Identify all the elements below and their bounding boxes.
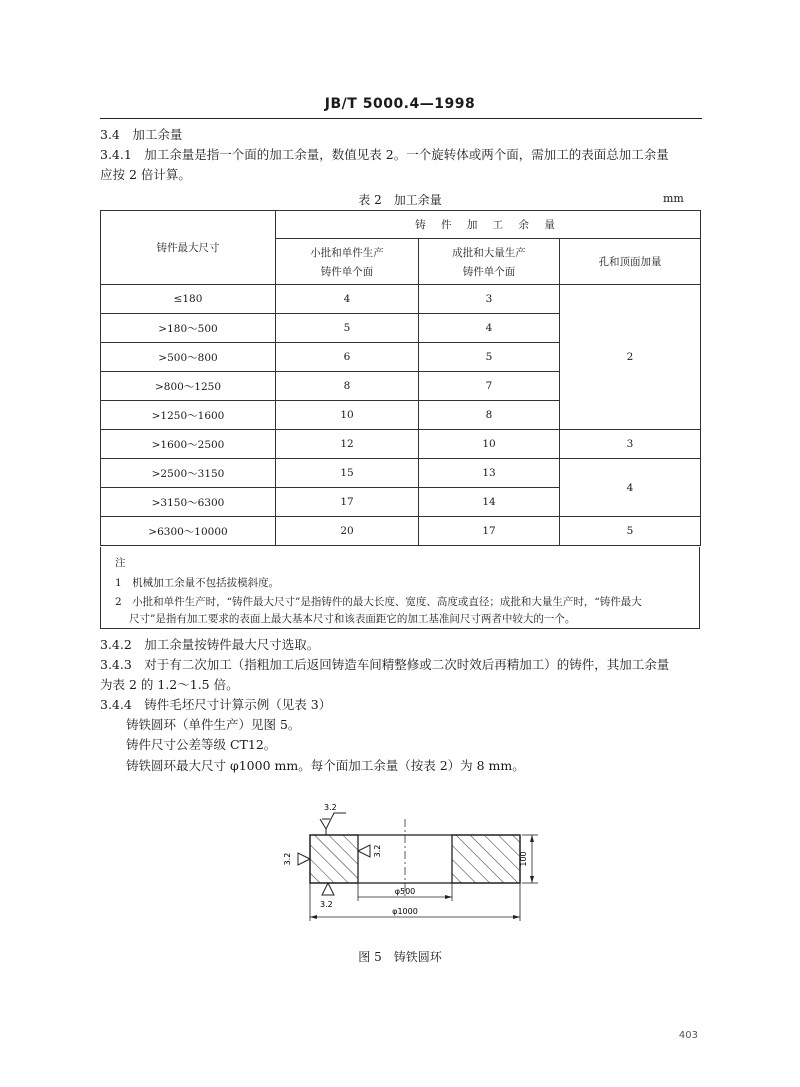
figure-5-caption: 图 5 铸铁圆环 <box>358 950 442 964</box>
section-3-4-3-line1: 3.4.3 对于有二次加工（指粗加工后返回铸造车间精整修或二次时效后再精加工）的铸件，其加工余量 <box>100 657 670 672</box>
figure-5-drawing <box>260 795 560 945</box>
example-line-2: 铸件尺寸公差等级 CT12。 <box>126 737 277 752</box>
hole-value-cell: 3 <box>560 430 701 459</box>
table-2-caption: 表 2 加工余量 <box>358 193 442 207</box>
roughness-left-label: 3.2 <box>283 852 292 866</box>
ring-left-wall <box>310 835 358 883</box>
section-3-4-1-line2: 应按 2 倍计算。 <box>100 167 191 182</box>
table-2 <box>100 210 701 546</box>
table-row: >6300～10000 20 17 5 <box>101 517 701 546</box>
roughness-top-icon <box>320 813 346 829</box>
note-1: 1 机械加工余量不包括拔模斜度。 <box>115 577 280 589</box>
hole-value-cell: 4 <box>560 459 701 517</box>
roughness-top-label: 3.2 <box>324 803 337 812</box>
note-2-line2: 尺寸”是指有加工要求的表面上最大基本尺寸和该表面距它的加工基准间尺寸两者中较大的一个。 <box>129 613 576 625</box>
header-cell-hole: 孔和顶面加量 <box>560 239 701 285</box>
header-cell-small: 小批和单件生产 铸件单个面 <box>276 239 419 285</box>
hole-value-cell: 2 <box>560 285 701 430</box>
header-rule <box>100 118 702 119</box>
section-3-4-3-line2: 为表 2 的 1.2～1.5 倍。 <box>100 677 239 692</box>
header-cell-group: 铸 件 加 工 余 量 <box>276 211 701 239</box>
example-line-1: 铸铁圆环（单件生产）见图 5。 <box>126 717 301 732</box>
section-3-4-2: 3.4.2 加工余量按铸件最大尺寸选取。 <box>100 637 320 652</box>
ring-right-wall <box>452 835 520 883</box>
table-2-notes <box>100 547 700 629</box>
roughness-inner-label: 3.2 <box>373 844 382 858</box>
table-row: >3150～6300 17 14 <box>101 488 701 517</box>
outer-diameter-label: φ1000 <box>392 907 418 916</box>
section-3-4-heading: 3.4 加工余量 <box>100 127 183 142</box>
roughness-left-icon <box>298 853 310 865</box>
table-row: >180～500 5 4 <box>101 314 701 343</box>
roughness-inner-icon <box>358 845 370 857</box>
note-2-line1: 2 小批和单件生产时，“铸件最大尺寸”是指铸件的最大长度、宽度、高度或直径；成批和大量生产时，“铸件最大 <box>115 596 642 608</box>
inner-diameter-label: φ500 <box>394 887 416 896</box>
header-cell-size: 铸件最大尺寸 <box>101 211 276 285</box>
standard-header: JB/T 5000.4—1998 <box>324 96 476 112</box>
roughness-bottom-label: 3.2 <box>320 900 333 909</box>
table-row: >1600～2500 12 10 3 <box>101 430 701 459</box>
table-2-unit: mm <box>663 192 684 205</box>
example-line-3: 铸铁圆环最大尺寸 φ1000 mm。每个面加工余量（按表 2）为 8 mm。 <box>126 758 525 773</box>
height-dimension-label: 100 <box>519 851 528 867</box>
notes-title: 注 <box>115 557 126 569</box>
section-3-4-1-line1: 3.4.1 加工余量是指一个面的加工余量，数值见表 2。一个旋转体或两个面，需加工的表面总加工余量 <box>100 147 669 162</box>
table-row: ≤180 4 3 2 <box>101 285 701 314</box>
section-3-4-4: 3.4.4 铸件毛坯尺寸计算示例（见表 3） <box>100 697 332 712</box>
hole-value-cell: 5 <box>560 517 701 546</box>
header-cell-large: 成批和大量生产 铸件单个面 <box>419 239 560 285</box>
page-number: 403 <box>678 1030 698 1041</box>
table-row: >1250～1600 10 8 <box>101 401 701 430</box>
table-row: >2500～3150 15 13 4 <box>101 459 701 488</box>
table-row: >500～800 6 5 <box>101 343 701 372</box>
table-row: >800～1250 8 7 <box>101 372 701 401</box>
roughness-bottom-icon <box>322 883 334 895</box>
